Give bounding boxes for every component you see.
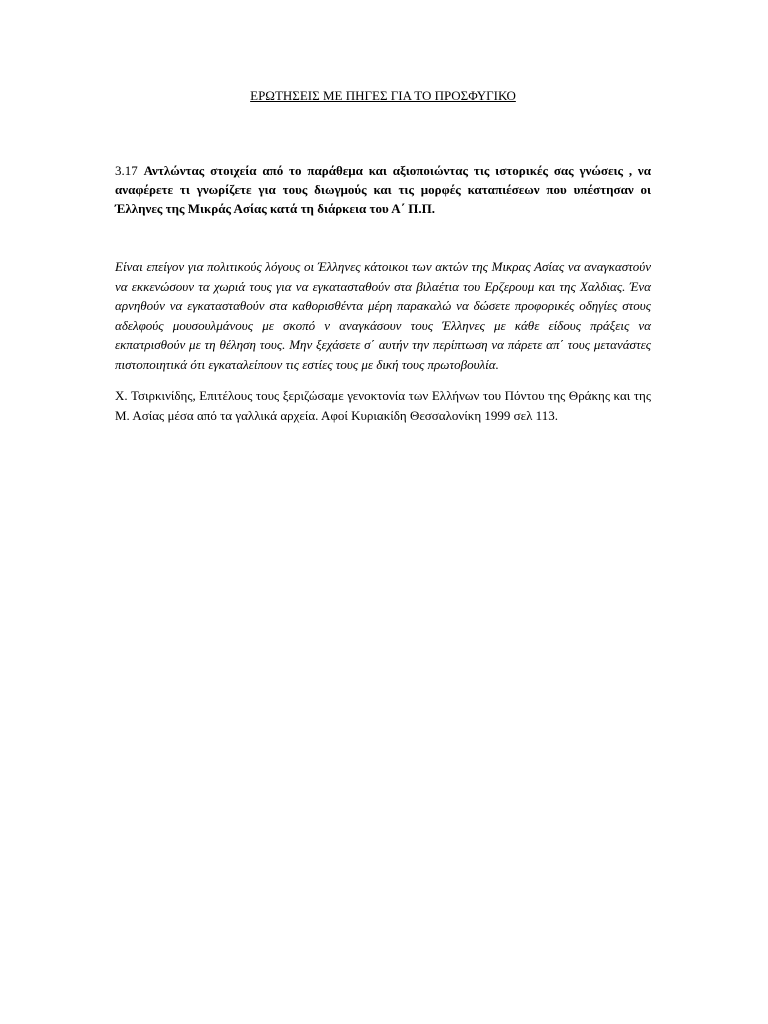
question-paragraph: [115, 161, 651, 218]
source-citation: Χ. Τσιρκινίδης, Επιτέλους τους ξεριζώσαμε γενοκτονία των Ελλήνων του Πόντου της Θράκης και της Μ. Ασίας μέσα από τα γαλλικά αρχεία. Αφοί Κυριακίδη Θεσσαλονίκη 1999 σελ 113.: [115, 388, 651, 423]
source-quote: Είναι επείγον για πολιτικούς λόγους οι Έλληνες κάτοικοι των ακτών της Μικρας Ασίας να αναγκαστούν να εκκενώσουν τα χωριά τους για να εγκατασταθούν στα βιλαέτια του Ερζερουμ και της Χαλδιας. Ένα αρνηθούν να εγκατασταθούν στα καθορισθέντα μέρη παρακαλώ να δώσετε προφορικές οδηγίες στους αδελφούς μουσουλμάνους με σκοπό ν αναγκάσουν τους Έλληνες με κάθε είδους πράξεις να εκπατρισθούν με τη θέληση τους. Μην ξεχάσετε σ΄ αυτήν την περίπτωση να πάρετε απ΄ τους μετανάστες πιστοποιητικά ότι εγκαταλείπουν τις εστίες τους με δική τους πρωτοβουλία.: [115, 259, 651, 372]
question-text: Αντλώντας στοιχεία από το παράθεμα και αξιοποιώντας τις ιστορικές σας γνώσεις , να αναφέρετε τι γνωρίζετε για τους διωγμούς και τις μορφές καταπιέσεων που υπέστησαν οι Έλληνες της Μικράς Ασίας κατά τη διάρκεια του Α΄ Π.Π.: [115, 163, 651, 216]
document-content: [115, 86, 651, 425]
question-number: 3.17: [115, 163, 138, 178]
document-title: ΕΡΩΤΗΣΕΙΣ ΜΕ ΠΗΓΕΣ ΓΙΑ ΤΟ ΠΡΟΣΦΥΓΙΚΟ: [250, 88, 516, 103]
